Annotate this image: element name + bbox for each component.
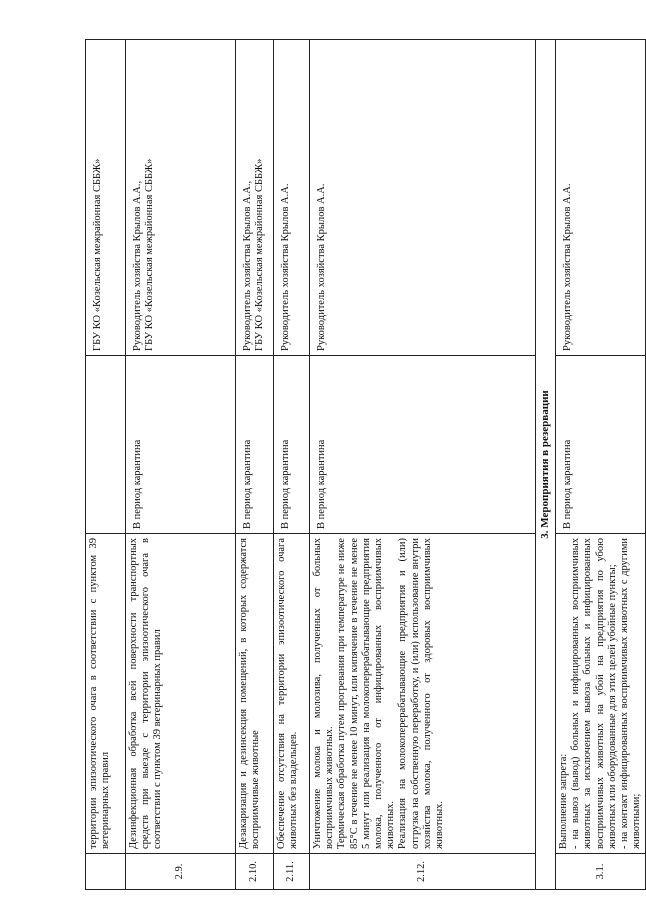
- period-cell: В период карантина: [126, 356, 236, 534]
- measures-table: [85, 39, 646, 890]
- measure-text: Дезинфекционная обработка всей поверхности транспортных средств при выезде с территории эпизоотического очага в соответствии с пунктом 39 ветеринарных правил: [126, 534, 236, 854]
- measure-text: территории эпизоотического очага в соответствии с пунктом 39 ветеринарных правил: [86, 534, 126, 854]
- measure-text-line: - на вывоз (вывод) больных и инфицированных восприимчивых животных за исключением вывоза больных и инфицированных восприимчивых животных на убой на предприятия по убою животных или оборудованные для этих целей убойные пункты;: [570, 538, 618, 849]
- row-number: 2.9.: [126, 854, 236, 890]
- period-cell: В период карантина: [236, 356, 274, 534]
- period-cell: [86, 356, 126, 534]
- period-cell: В период карантина: [556, 356, 646, 534]
- table-row: [126, 40, 236, 890]
- section-title: 3. Мероприятия в резервации: [536, 40, 556, 890]
- measure-text-line: Термическая обработка путем прогревания при температуре не ниже 85°С в течение не менее 10 минут, или кипячение в течение не менее 5 минут или реализация на молокоперерабатывающие предприятия молока, полученного от инфицированных восприимчивых животных.: [336, 538, 397, 849]
- table-row: [86, 40, 126, 890]
- responsible-line: Руководитель хозяйства Крылов А.А.: [562, 183, 573, 351]
- measure-text: [556, 534, 646, 854]
- responsible-line: ГБУ КО «Козельская межрайонная СББЖ»: [92, 158, 103, 351]
- responsible-line: ГБУ КО «Козельская межрайонная СББЖ»: [144, 158, 156, 351]
- responsible-line: Руководитель хозяйства Крылов А.А.: [316, 183, 327, 351]
- row-number: 3.1.: [556, 854, 646, 890]
- responsible-line: ГБУ КО «Козельская межрайонная СББЖ»: [254, 158, 266, 351]
- measure-text: [310, 534, 536, 854]
- table-row: [310, 40, 536, 890]
- row-number: 2.11.: [274, 854, 310, 890]
- responsible-cell: [86, 40, 126, 356]
- measure-text-line: - на контакт инфицированных восприимчивых животных с другими животными;: [619, 538, 643, 849]
- responsible-cell: [556, 40, 646, 356]
- section-header-row: [536, 40, 556, 890]
- rotated-table-wrapper: [85, 40, 643, 890]
- period-cell: В период карантина: [310, 356, 536, 534]
- responsible-line: Руководитель хозяйства Крылов А.А.: [280, 183, 291, 351]
- responsible-cell: [310, 40, 536, 356]
- table-row: [274, 40, 310, 890]
- row-number: 2.10.: [236, 854, 274, 890]
- measure-text-line: Реализация на молокоперерабатывающие предприятия и (или) отгрузка на собственную переработку, и (или) использование внутри хозяйства молока, полученного от здоровых восприимчивых животных.: [397, 538, 446, 849]
- measure-text-line: Уничтожение молока и молозива, полученных от больных восприимчивых животных.: [312, 538, 336, 849]
- table-row: [236, 40, 274, 890]
- responsible-cell: [126, 40, 236, 356]
- measure-text-line: Выполнение запрета:: [558, 753, 569, 849]
- responsible-cell: [274, 40, 310, 356]
- row-number: 2.12.: [310, 854, 536, 890]
- measure-text: Обеспечение отсутствия на территории эпизоотического очага животных без владельцев.: [274, 534, 310, 854]
- measure-text: Дезакаризация и дезинсекция помещений, в которых содержатся восприимчивые животные: [236, 534, 274, 854]
- responsible-cell: [236, 40, 274, 356]
- table-row: [556, 40, 646, 890]
- period-cell: В период карантина: [274, 356, 310, 534]
- responsible-line: Руководитель хозяйства Крылов А.А.,: [242, 180, 253, 351]
- row-number: [86, 854, 126, 890]
- responsible-line: Руководитель хозяйства Крылов А.А.,: [132, 180, 143, 351]
